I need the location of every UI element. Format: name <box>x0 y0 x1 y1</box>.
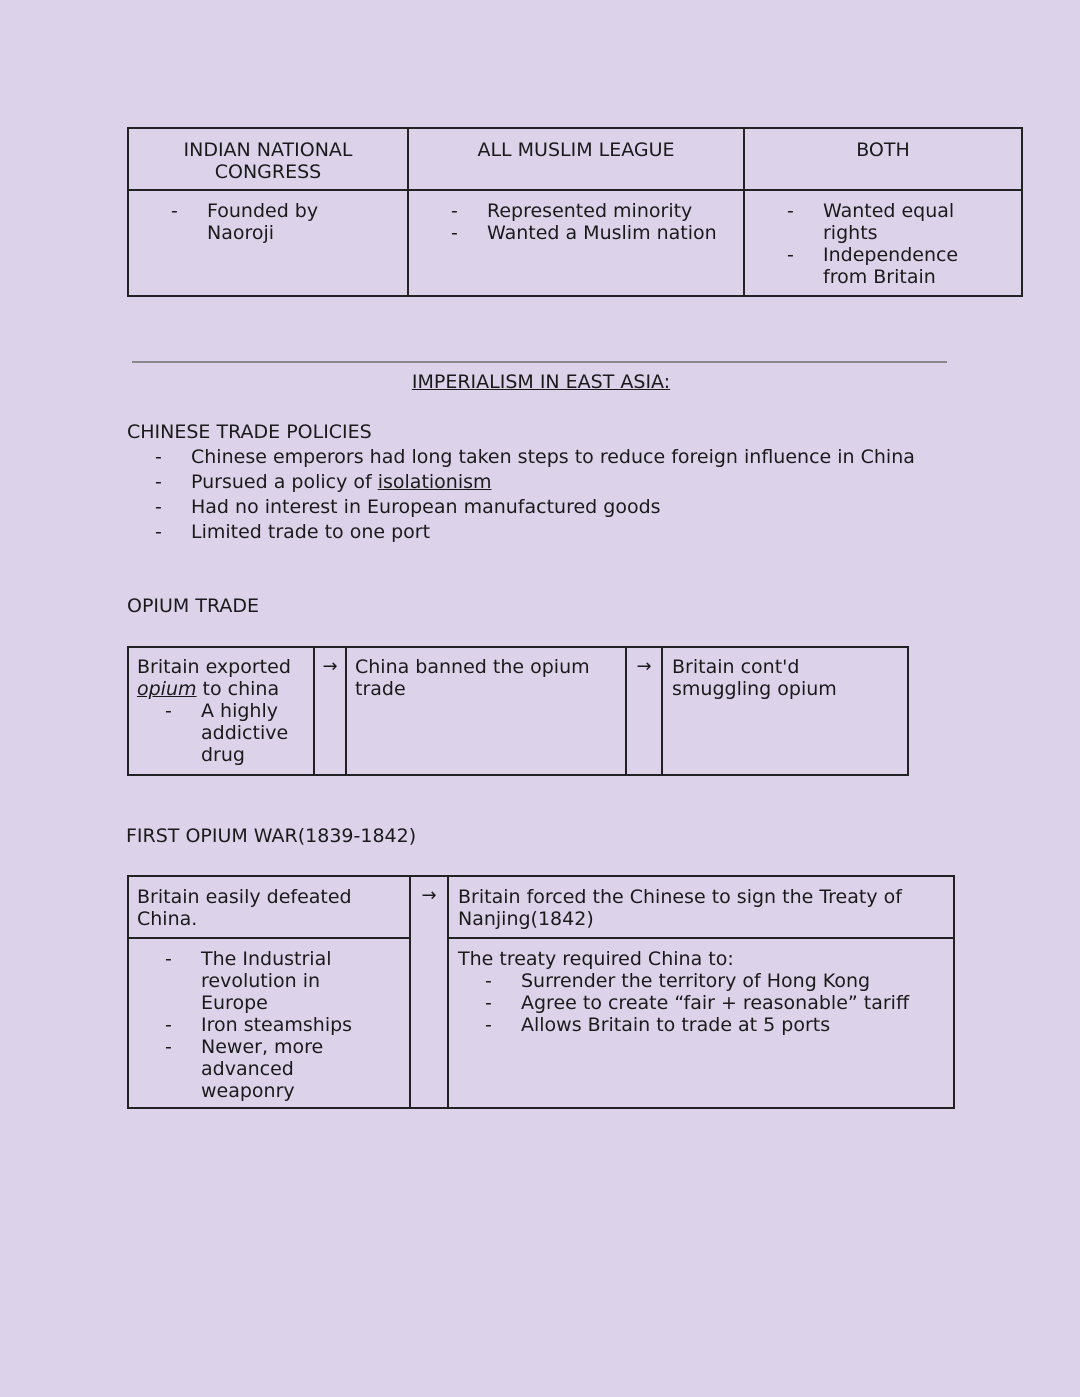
list-item: - Independence from Britain <box>787 244 967 288</box>
war-right-bottom <box>448 938 954 1108</box>
first-opium-war-table <box>127 875 955 1109</box>
league-cell <box>408 190 744 296</box>
opium-term: opium <box>137 678 197 700</box>
opium-trade-heading: OPIUM TRADE <box>127 595 260 617</box>
isolationism-term: isolationism <box>377 471 492 493</box>
header-both <box>744 128 1022 190</box>
header-label: BOTH <box>856 139 910 161</box>
box-text: Britain forced the Chinese to sign the Treaty of Nanjing(1842) <box>458 886 902 930</box>
list-item: - Surrender the territory of Hong Kong <box>485 970 953 992</box>
header-label: ALL MUSLIM LEAGUE <box>477 139 675 161</box>
arrow-icon: → <box>314 647 346 775</box>
header-all-muslim-league <box>408 128 744 190</box>
opium-box-banned <box>346 647 626 775</box>
list-item: - Founded by Naoroji <box>171 200 341 244</box>
trade-policies-heading: CHINESE TRADE POLICIES <box>127 421 372 443</box>
header-indian-national-congress <box>128 128 408 190</box>
list-item: - Allows Britain to trade at 5 ports <box>485 1014 953 1036</box>
list-item-text: Pursued a policy of <box>191 471 378 493</box>
opium-box-smuggling <box>662 647 908 775</box>
opium-trade-flow <box>127 646 909 776</box>
both-cell <box>744 190 1022 296</box>
section-divider <box>132 361 947 363</box>
list-item: - Iron steamships <box>165 1014 355 1036</box>
list-item: - Wanted equal rights <box>787 200 967 244</box>
treaty-intro: The treaty required China to: <box>458 948 734 970</box>
list-item: - The Industrial revolution in Europe <box>165 948 355 1014</box>
congress-cell <box>128 190 408 296</box>
list-item: - A highly addictive drug <box>165 700 301 766</box>
arrow-icon: → <box>626 647 662 775</box>
war-left-top <box>128 876 410 938</box>
box-prefix: Britain exported <box>137 656 291 678</box>
list-item: - Agree to create “fair + reasonable” tariff <box>485 992 953 1014</box>
section-title: IMPERIALISM IN EAST ASIA: <box>411 371 671 393</box>
box-text <box>137 656 313 700</box>
comparison-table <box>127 127 1023 297</box>
arrow-icon: → <box>410 876 448 1108</box>
war-right-top <box>448 876 954 938</box>
opium-box-exported <box>128 647 314 775</box>
trade-policies-list <box>155 445 915 545</box>
box-text: China banned the opium trade <box>355 656 590 700</box>
list-item: - Newer, more advanced weaponry <box>165 1036 355 1102</box>
list-item: - Chinese emperors had long taken steps to reduce foreign influence in China <box>155 445 915 470</box>
first-opium-war-heading: FIRST OPIUM WAR(1839-1842) <box>126 825 417 847</box>
list-item <box>155 470 915 495</box>
list-item: - Had no interest in European manufactured goods <box>155 495 915 520</box>
box-suffix: to china <box>196 678 280 700</box>
list-item: - Limited trade to one port <box>155 520 915 545</box>
box-text: Britain easily defeated China. <box>137 886 352 930</box>
box-text: Britain cont'd smuggling opium <box>672 656 837 700</box>
header-label: INDIAN NATIONAL CONGRESS <box>183 139 353 183</box>
list-item: - Wanted a Muslim nation <box>451 222 743 244</box>
war-left-bottom <box>128 938 410 1108</box>
list-item: - Represented minority <box>451 200 743 222</box>
